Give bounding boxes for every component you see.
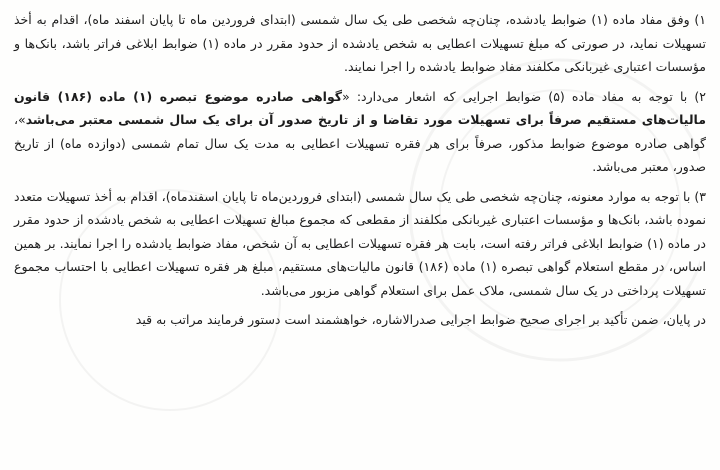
paragraph-2 — [14, 85, 706, 179]
paragraph-2-quoted-bold: گواهی صادره موضوع تبصره (۱) ماده (۱۸۶) قانون مالیات‌های مستقیم صرفاً برای تسهیلات مورد تقاضا و از تاریخ صدور آن برای یک سال شمسی معتبر می‌باشد — [14, 88, 706, 127]
paragraph-1: ۱) وفق مفاد ماده (۱) ضوابط یادشده، چنان‌چه شخصی طی یک سال شمسی (ابتدای فروردین ماه تا پایان اسفند ماه)، اقدام به أخذ تسهیلات نماید، در صورتی که مبلغ تسهیلات اعطایی به شخص یادشده از حدود مقرر در ماده (۱) ضوابط ابلاغی فراتر باشد، بانک‌ها و مؤسسات اعتباری غیربانکی مکلفند مفاد ضوابط یادشده را اجرا نمایند. — [14, 12, 707, 74]
paragraph-2-tail: »، گواهی صادره موضوع ضوابط مذکور، صرفاً برای هر فقره تسهیلات اعطایی به مدت یک سال تمام شمسی (دوازده ماه) از تاریخ صدور، معتبر می‌باشد. — [14, 112, 706, 174]
paragraph-2-lead: ۲) با توجه به مفاد ماده (۵) ضوابط اجرایی که اشعار می‌دارد: « — [342, 88, 707, 104]
paragraph-4: در پایان، ضمن تأکید بر اجرای صحیح ضوابط اجرایی صدرالاشاره، خواهشمند است دستور فرمایند مراتب به قید — [135, 312, 706, 327]
paragraph-3: ۳) با توجه به موارد معنونه، چنان‌چه شخصی طی یک سال شمسی (ابتدای فروردین‌ماه تا پایان اسفندماه)، اقدام به أخذ تسهیلات متعدد نموده باشد، بانک‌ها و مؤسسات اعتباری غیربانکی مکلفند از مقطعی که مجموع مبالغ تسهیلات اعطایی به شخص یادشده از حدود مقرر در ماده (۱) ضوابط ابلاغی فراتر رفته است، بابت هر فقره تسهیلات اعطایی به آن شخص، مفاد ضوابط یادشده را اجرا نمایند. بر همین اساس، در مقطع استعلام گواهی تبصره (۱) ماده (۱۸۶) قانون مالیات‌های مستقیم، مبلغ هر فقره تسهیلات اعطایی با احتساب مجموع تسهیلات پرداختی در یک سال شمسی، ملاک عمل برای استعلام گواهی مزبور می‌باشد. — [14, 188, 706, 298]
document-body — [14, 8, 706, 470]
